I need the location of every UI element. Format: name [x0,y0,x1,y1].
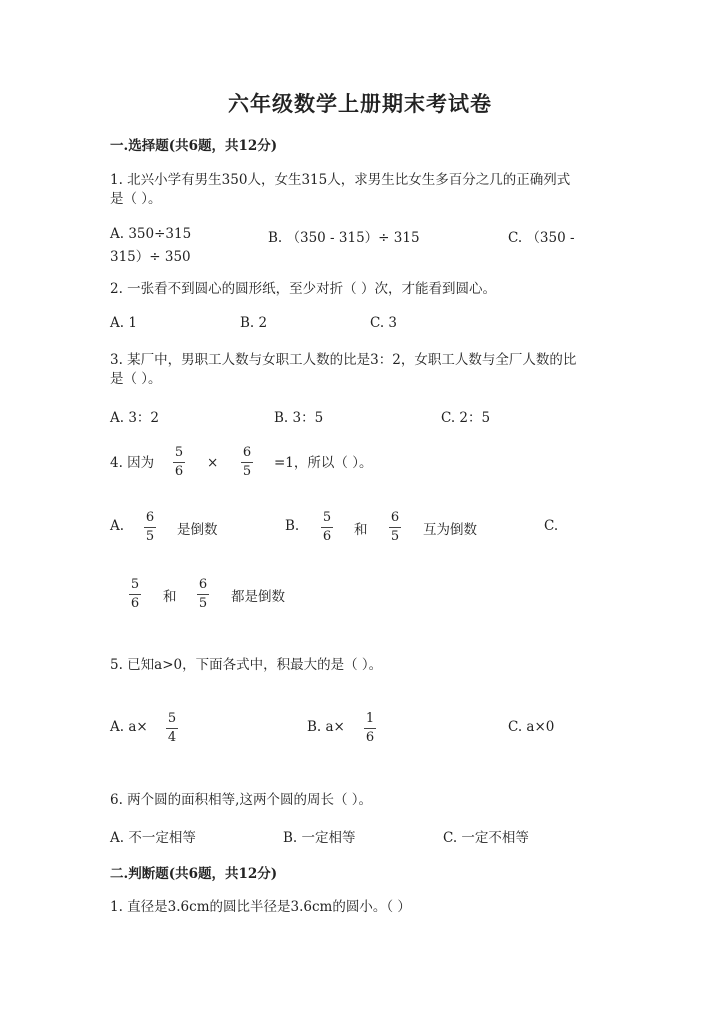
q4-prefix: 4. 因为 [110,455,155,471]
q1-option-c: C. （350 - [508,230,575,246]
q5-option-b-label: B. a× [307,719,345,735]
page-title: 六年级数学上册期末考试卷 [228,91,492,116]
q6-option-b: B. 一定相等 [283,830,356,846]
q4-option-b-fraction-1 [321,510,333,545]
q1-option-c-continued: 315）÷ 350 [110,249,191,265]
q2-option-b: B. 2 [240,315,268,331]
q4-option-c-text: 都是倒数 [231,589,285,605]
q3-text-line1: 3. 某厂中，男职工人数与女职工人数的比是3：2，女职工人数与全厂人数的比 [110,352,577,368]
numerator: 5 [130,577,140,592]
q3-option-c: C. 2：5 [441,410,491,426]
q4-option-c-fraction-2 [197,577,209,612]
q2-text: 2. 一张看不到圆心的圆形纸，至少对折（ ）次，才能看到圆心。 [110,281,496,297]
q4-option-c-fraction-1 [129,577,141,612]
denominator: 5 [390,529,400,544]
denominator: 6 [365,730,375,745]
numerator: 5 [174,445,184,460]
q4-fraction-2 [241,445,253,480]
q4-option-b-label: B. [285,518,300,534]
q4-times-sign: × [207,455,219,471]
q1-text-line1: 1. 北兴小学有男生350人，女生315人，求男生比女生多百分之几的正确列式 [110,172,571,188]
q4-option-b-fraction-2 [389,510,401,545]
q5-option-a-fraction [166,711,178,746]
numerator: 6 [145,510,155,525]
q3-option-b: B. 3：5 [274,410,324,426]
j1-text: 1. 直径是3.6cm的圆比半径是3.6cm的圆小。（ ） [110,899,411,915]
q3-option-a: A. 3：2 [110,410,160,426]
q4-fraction-1 [173,445,185,480]
q1-option-b: B. （350 - 315）÷ 315 [268,230,420,246]
denominator: 5 [198,596,208,611]
q5-option-b-fraction [364,711,376,746]
q1-option-a: A. 350÷315 [110,226,192,242]
q1-text-line2: 是（ ）。 [110,191,162,207]
q4-option-c-and: 和 [163,589,177,605]
denominator: 5 [145,529,155,544]
q4-option-b-text: 互为倒数 [423,522,477,538]
denominator: 6 [174,464,184,479]
q6-text: 6. 两个圆的面积相等,这两个圆的周长（ ）。 [110,792,373,808]
q4-option-a-fraction [144,510,156,545]
denominator: 6 [322,529,332,544]
q4-option-a-label: A. [110,518,125,534]
q6-option-c: C. 一定不相等 [443,830,529,846]
q4-suffix: =1，所以（ ）。 [274,455,373,471]
q2-option-a: A. 1 [110,315,137,331]
numerator: 5 [322,510,332,525]
q4-option-b-and: 和 [354,522,368,538]
denominator: 6 [130,596,140,611]
q4-option-a-text: 是倒数 [177,522,218,538]
numerator: 6 [198,577,208,592]
q6-option-a: A. 不一定相等 [110,830,196,846]
q2-option-c: C. 3 [370,315,398,331]
q5-text: 5. 已知a>0，下面各式中，积最大的是（ ）。 [110,657,383,673]
section-heading-judgment: 二.判断题(共6题，共12分) [110,866,278,882]
numerator: 1 [365,711,375,726]
q4-option-c-label: C. [544,518,559,534]
denominator: 4 [167,730,177,745]
denominator: 5 [242,464,252,479]
numerator: 5 [167,711,177,726]
numerator: 6 [242,445,252,460]
q3-text-line2: 是（ ）。 [110,371,162,387]
numerator: 6 [390,510,400,525]
q5-option-a-label: A. a× [110,719,148,735]
q5-option-c: C. a×0 [508,719,555,735]
section-heading-choice: 一.选择题(共6题，共12分) [110,138,278,154]
